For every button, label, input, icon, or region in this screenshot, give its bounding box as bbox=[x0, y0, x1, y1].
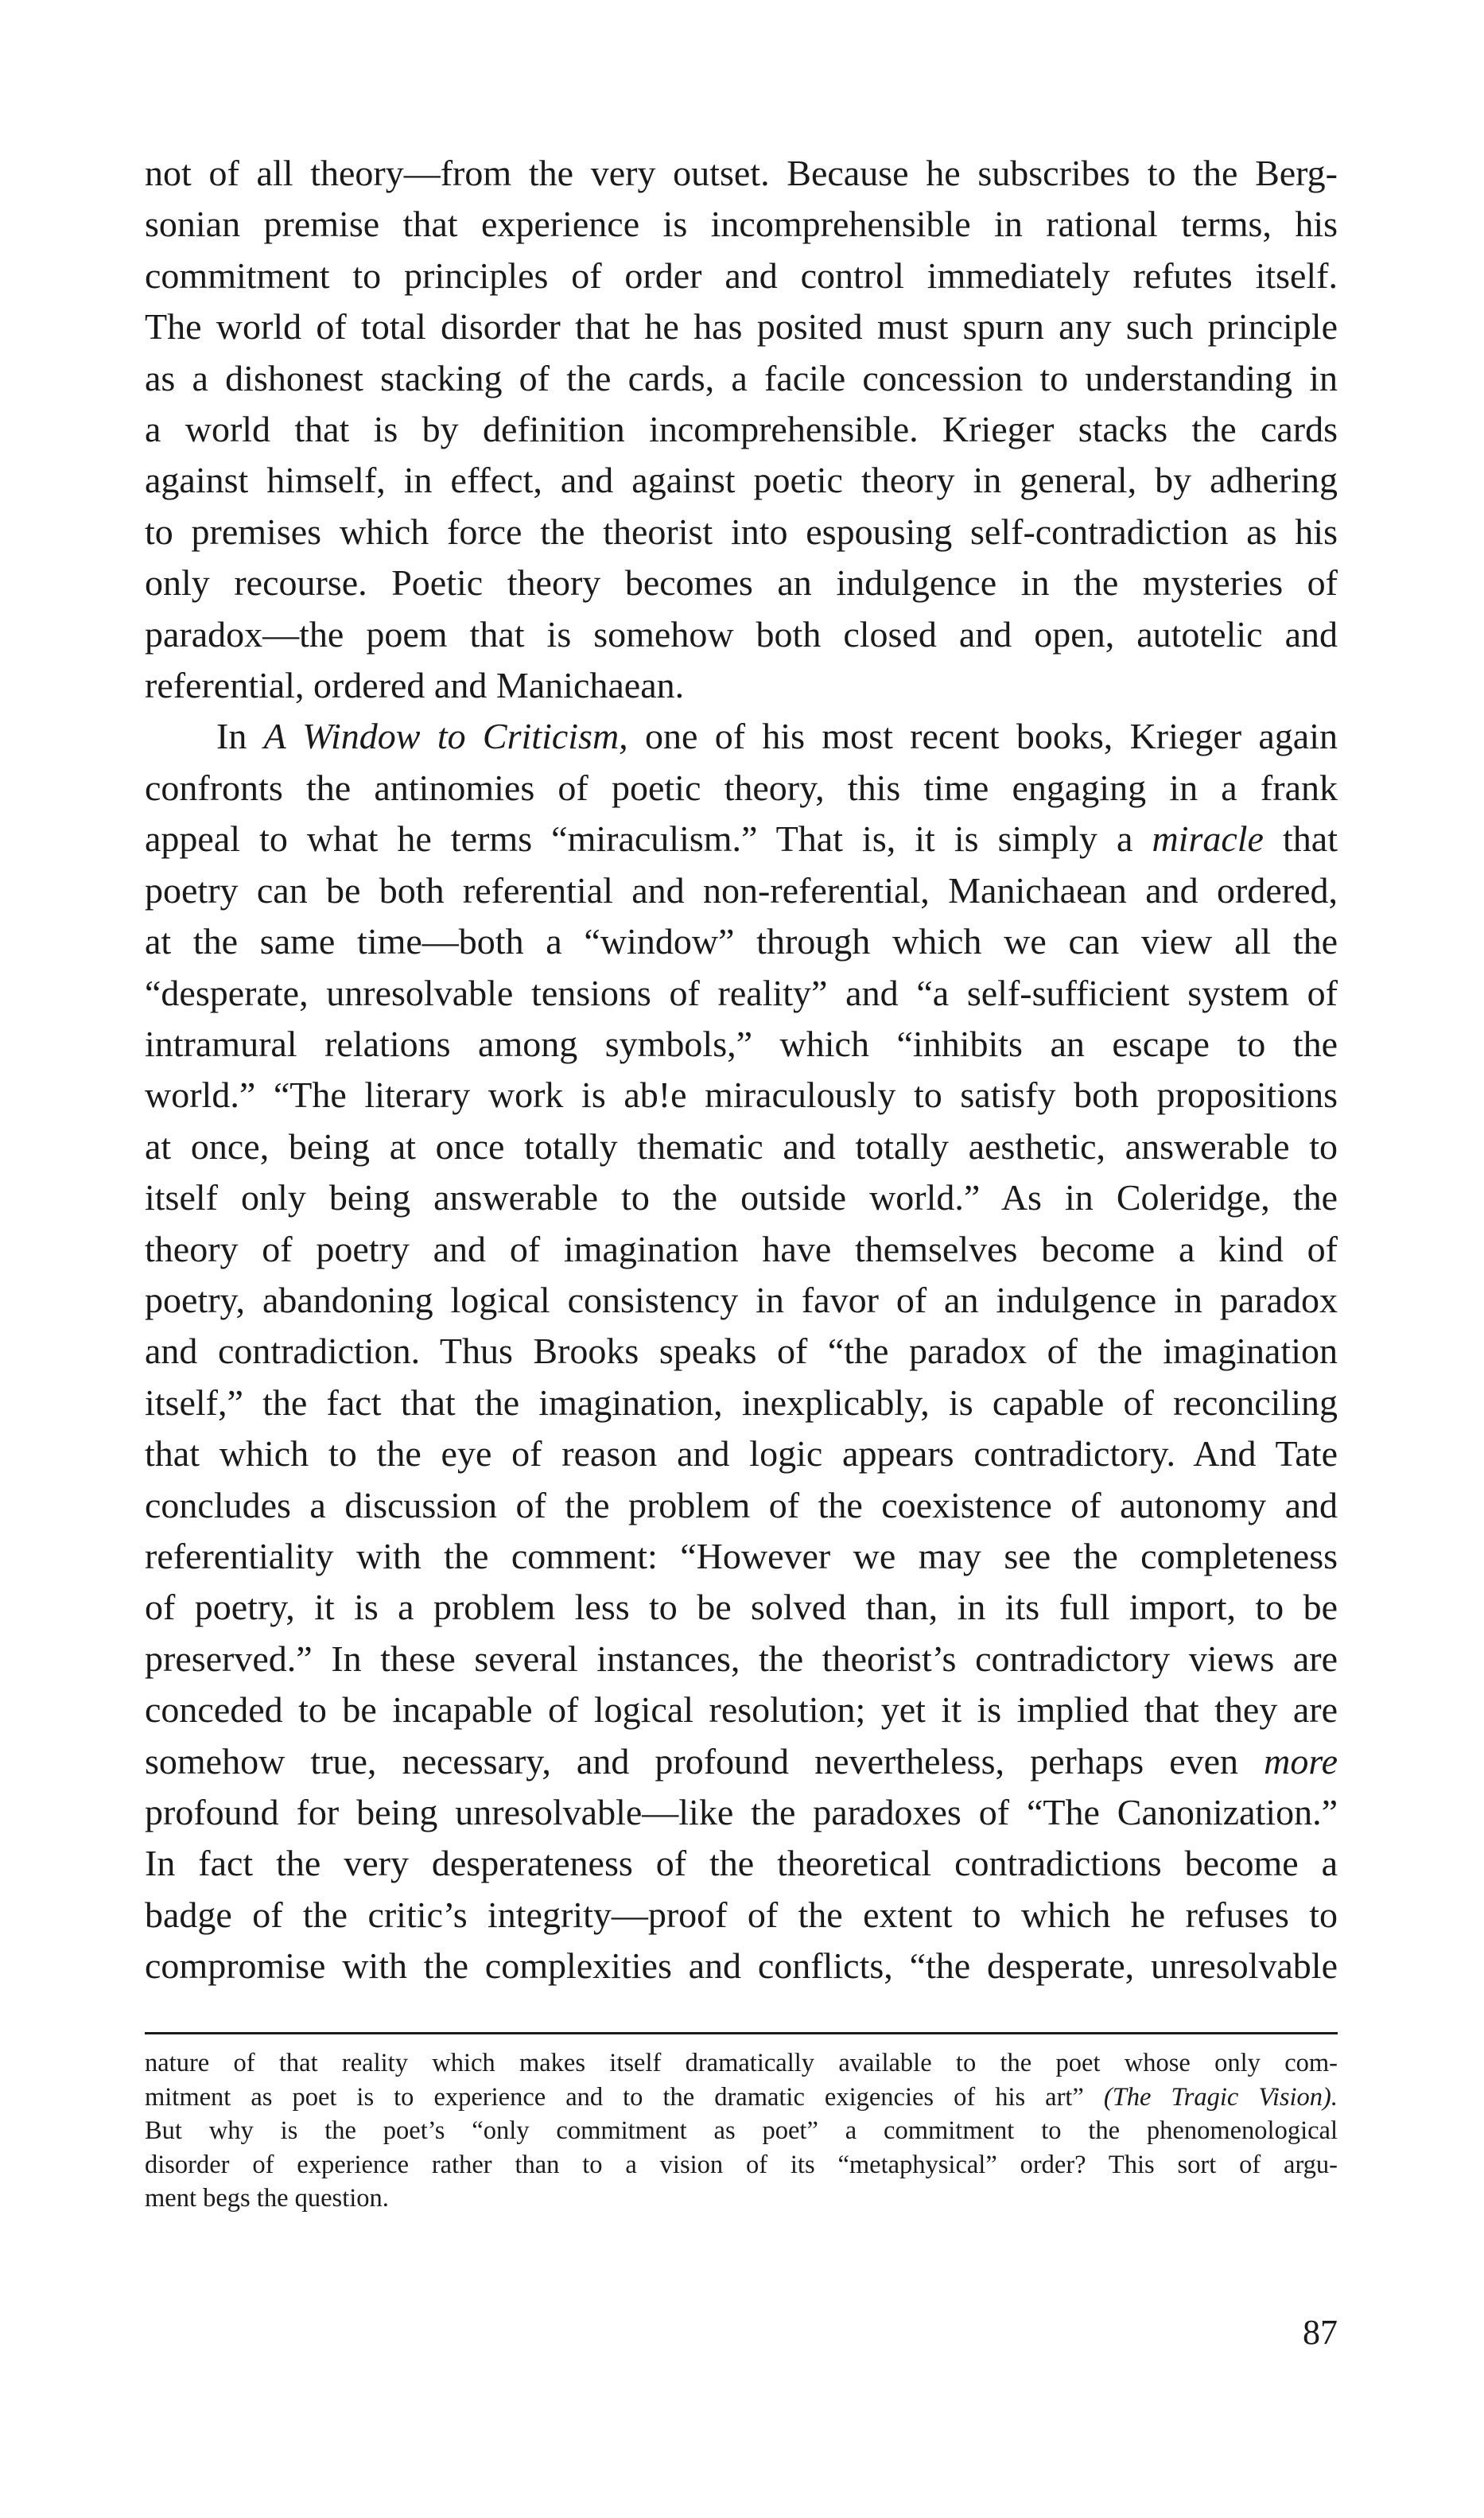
text-run: profound for being unresolvable—like the paradoxes of “The Canonization.” bbox=[145, 1792, 1338, 1832]
footnote bbox=[145, 2046, 1338, 2216]
body-line bbox=[145, 1326, 1338, 1377]
body-line bbox=[145, 455, 1338, 506]
text-run: world.” “The literary work is ab!e miraculously to satisfy both propositions bbox=[145, 1074, 1338, 1116]
text-run: In bbox=[216, 716, 264, 757]
text-run: referentiality with the comment: “However we may see the completeness bbox=[145, 1535, 1338, 1576]
text-run: at once, being at once totally thematic and totally aesthetic, answerable to bbox=[145, 1125, 1338, 1167]
text-run: confronts the antinomies of poetic theory, this time engaging in a frank bbox=[145, 767, 1338, 808]
italic-text: (The Tragic Vision). bbox=[1103, 2082, 1338, 2112]
body-line bbox=[145, 1634, 1338, 1684]
body-line bbox=[145, 558, 1338, 608]
body-line bbox=[145, 1684, 1338, 1735]
text-run: intramural relations among symbols,” which “inhibits an escape to the bbox=[145, 1023, 1338, 1064]
footnote-line bbox=[145, 2148, 1338, 2182]
text-run: badge of the critic’s integrity—proof of the extent to which he refuses to bbox=[145, 1894, 1338, 1935]
text-run: sonian premise that experience is incomprehensible in rational terms, his bbox=[145, 204, 1338, 245]
body-line bbox=[145, 711, 1338, 762]
text-run: not of all theory—from the very outset. Because he subscribes to the Berg- bbox=[145, 153, 1338, 193]
text-run: “desperate, unresolvable tensions of reality” and “a self-sufficient system of bbox=[145, 972, 1338, 1013]
text-run: conceded to be incapable of logical resolution; yet it is implied that they are bbox=[145, 1689, 1338, 1731]
text-run: theory of poetry and of imagination have themselves become a kind of bbox=[145, 1228, 1338, 1269]
body-line bbox=[145, 1838, 1338, 1889]
text-run: appeal to what he terms “miraculism.” That is, it is simply a bbox=[145, 818, 1152, 860]
body-line bbox=[145, 251, 1338, 301]
body-line bbox=[145, 404, 1338, 455]
footnote-rule bbox=[145, 2032, 1338, 2034]
text-run: But why is the poet’s “only commitment as poet” a commitment to the phenomenological bbox=[145, 2116, 1338, 2145]
text-run: concludes a discussion of the problem of the coexistence of autonomy and bbox=[145, 1484, 1338, 1525]
body-line bbox=[145, 1172, 1338, 1223]
text-run: ment begs the question. bbox=[145, 2184, 389, 2213]
text-run: In fact the very desperateness of the theoretical contradictions become a bbox=[145, 1843, 1338, 1884]
text-run: only recourse. Poetic theory becomes an indulgence in the mysteries of bbox=[145, 562, 1338, 604]
text-run: and contradiction. Thus Brooks speaks of “the paradox of the imagination bbox=[145, 1331, 1338, 1372]
text-run: referential, ordered and Manichaean. bbox=[145, 665, 685, 706]
body-line bbox=[145, 609, 1338, 660]
text-run: The world of total disorder that he has posited must spurn any such principle bbox=[145, 306, 1338, 348]
text-run: preserved.” In these several instances, the theorist’s contradictory views are bbox=[145, 1638, 1338, 1679]
text-run: somehow true, necessary, and profound nevertheless, perhaps even bbox=[145, 1740, 1265, 1782]
body-line bbox=[145, 865, 1338, 916]
body-line bbox=[145, 301, 1338, 352]
text-run: commitment to principles of order and control immediately refutes itself. bbox=[145, 255, 1338, 296]
footnote-line bbox=[145, 2081, 1338, 2115]
body-line bbox=[145, 1121, 1338, 1172]
body-line bbox=[145, 916, 1338, 967]
body-line bbox=[145, 148, 1338, 199]
body-line bbox=[145, 1070, 1338, 1121]
body-line bbox=[145, 199, 1338, 250]
body-line bbox=[145, 1941, 1338, 1991]
body-line bbox=[145, 1736, 1338, 1787]
text-run: poetry can be both referential and non-referential, Manichaean and ordered, bbox=[145, 869, 1338, 911]
body-line bbox=[145, 1275, 1338, 1326]
text-run: as a dishonest stacking of the cards, a facile concession to understanding in bbox=[145, 357, 1338, 398]
italic-text: more bbox=[1264, 1740, 1338, 1782]
body-line bbox=[145, 660, 1338, 711]
text-run: itself only being answerable to the outside world.” As in Coleridge, the bbox=[145, 1177, 1338, 1218]
text-run: disorder of experience rather than to a vision of its “metaphysical” order? This sort of argu- bbox=[145, 2150, 1338, 2179]
body-line bbox=[145, 1378, 1338, 1428]
footnote-line bbox=[145, 2182, 1338, 2216]
body-line bbox=[145, 1890, 1338, 1941]
text-run: poetry, abandoning logical consistency in favor of an indulgence in paradox bbox=[145, 1279, 1338, 1320]
text-run: compromise with the complexities and conflicts, “the desperate, unresolvable bbox=[145, 1945, 1338, 1987]
text-run: that which to the eye of reason and logic appears contradictory. And Tate bbox=[145, 1433, 1338, 1475]
body-text bbox=[145, 148, 1338, 1992]
text-run: at the same time—both a “window” through which we can view all the bbox=[145, 921, 1338, 962]
body-line bbox=[145, 1224, 1338, 1275]
text-run: paradox—the poem that is somehow both closed and open, autotelic and bbox=[145, 613, 1338, 655]
body-line bbox=[145, 1531, 1338, 1582]
body-line bbox=[145, 1019, 1338, 1070]
text-run: a world that is by definition incomprehensible. Krieger stacks the cards bbox=[145, 409, 1338, 450]
body-line bbox=[145, 353, 1338, 404]
body-line bbox=[145, 1582, 1338, 1633]
text-run: itself,” the fact that the imagination, inexplicably, is capable of reconciling bbox=[145, 1381, 1338, 1423]
body-line bbox=[145, 814, 1338, 865]
page-number: 87 bbox=[1303, 2313, 1338, 2352]
text-run: nature of that reality which makes itself dramatically available to the poet whose only com- bbox=[145, 2049, 1338, 2077]
text-run: that bbox=[1263, 818, 1338, 860]
body-line bbox=[145, 1787, 1338, 1838]
body-line bbox=[145, 1480, 1338, 1531]
body-line bbox=[145, 1428, 1338, 1479]
body-line bbox=[145, 763, 1338, 814]
text-run: mitment as poet is to experience and to the dramatic exigencies of his art” bbox=[145, 2082, 1104, 2112]
text-run: against himself, in effect, and against poetic theory in general, by adhering bbox=[145, 460, 1338, 501]
text-run: to premises which force the theorist into espousing self-contradiction as his bbox=[145, 511, 1338, 552]
footnote-line bbox=[145, 2046, 1338, 2081]
body-line bbox=[145, 507, 1338, 558]
footnote-line bbox=[145, 2114, 1338, 2148]
body-line bbox=[145, 968, 1338, 1019]
text-run: of poetry, it is a problem less to be solved than, in its full import, to be bbox=[145, 1587, 1338, 1628]
italic-text: A Window to Criticism, bbox=[263, 716, 628, 757]
text-run: one of his most recent books, Krieger again bbox=[627, 716, 1338, 757]
italic-text: miracle bbox=[1152, 818, 1264, 860]
